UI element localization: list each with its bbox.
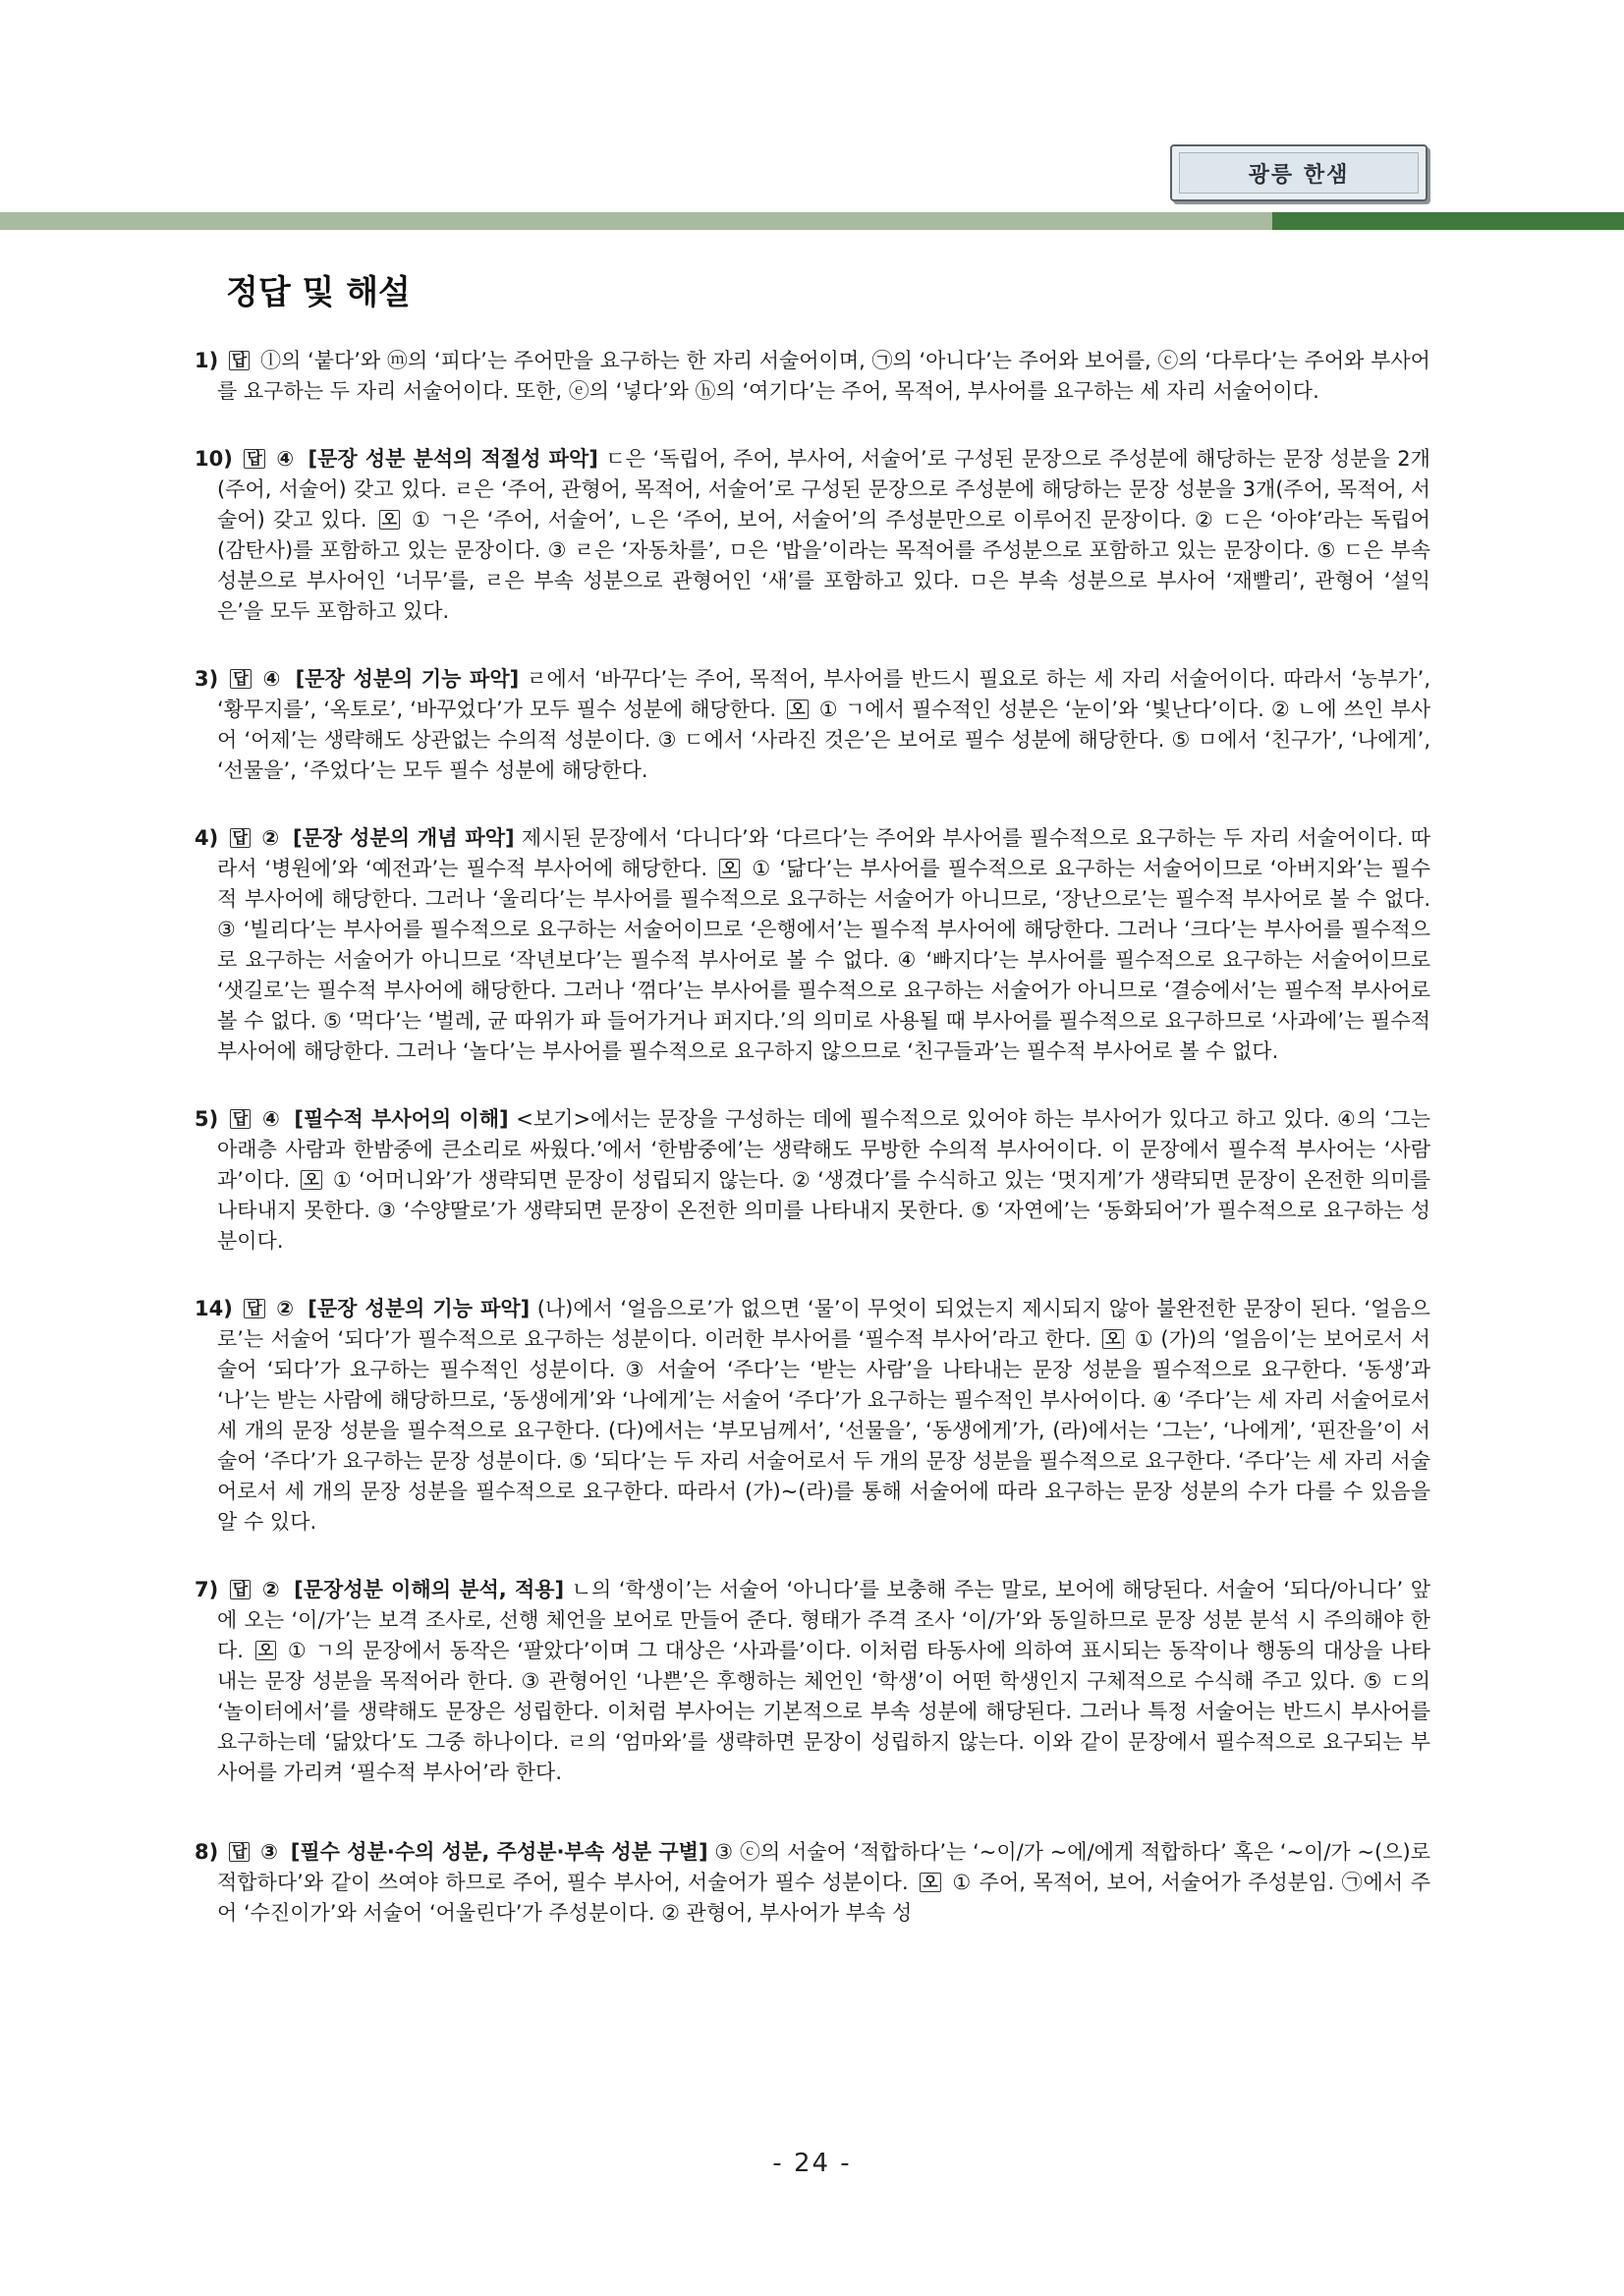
item-number: 7) <box>195 1578 219 1601</box>
answer-item-5 <box>195 1104 1430 1257</box>
answer-item-8 <box>195 1837 1430 1929</box>
item-explanation: ㄷ은 ‘독립어, 주어, 부사어, 서술어’로 구성된 문장으로 주성분에 해당하는 문장 성분을 2개(주어, 서술어) 갖고 있다. ㄹ은 ‘주어, 관형어, 목적어, 서술어’로 구성된 문장으로 주성분에 해당하는 문장 성분을 3개(주어, 목적어, 서술어) 갖고 있다. <box>217 447 1430 532</box>
item-topic: [필수 성분·수의 성분, 주성분·부속 성분 구별] <box>290 1840 708 1864</box>
item-answer: ② <box>261 826 280 850</box>
item-answer: ③ <box>260 1840 278 1864</box>
item-topic: [문장 성분 분석의 적절성 파악] <box>308 447 598 471</box>
item-number: 10) <box>195 447 233 471</box>
section-title: 정답 및 해설 <box>226 273 411 312</box>
wrong-options-mark-icon: 오 <box>920 1873 940 1892</box>
header-badge-label: 광릉 한샘 <box>1179 152 1419 194</box>
answer-item-7 <box>195 1575 1430 1788</box>
item-explanation: (나)에서 ‘얼음으로’가 없으면 ‘물’이 무엇이 되었는지 제시되지 않아 불완전한 문장이 된다. ‘얼음으로’는 서술어 ‘되다’가 필수적으로 요구하는 성분이다. 이러한 부사어를 ‘필수적 부사어’라고 한다. <box>217 1297 1430 1351</box>
item-topic: [문장 성분의 기능 파악] <box>295 667 520 691</box>
item-topic: [문장 성분의 기능 파악] <box>308 1297 531 1320</box>
item-explanation: ⓛ의 ‘붙다’와 ⓜ의 ‘피다’는 주어만을 요구하는 한 자리 서술어이며, ㉠의 ‘아니다’는 주어와 보어를, ⓒ의 ‘다루다’는 주어와 부사어를 요구하는 두 자리 서술어이다. 또한, ⓔ의 ‘넣다’와 ⓗ의 ‘여기다’는 주어, 목적어, 부사어를 요구하는 세 자리 서술어이다. <box>217 349 1430 403</box>
answer-mark-icon: 답 <box>229 351 250 370</box>
item-number: 3) <box>195 667 219 691</box>
answer-item-10 <box>195 444 1430 627</box>
wrong-options-mark-icon: 오 <box>379 510 400 530</box>
answer-mark-icon: 답 <box>244 1299 264 1318</box>
item-other-options: ① ㄱ은 ‘주어, 서술어’, ㄴ은 ‘주어, 보어, 서술어’의 주성분만으로 이루어진 문장이다. ② ㄷ은 ‘아야’라는 독립어(감탄사)를 포함하고 있는 문장이다. ③ ㄹ은 ‘자동차를’, ㅁ은 ‘밥을’이라는 목적어를 주성분으로 포함하고 있는 문장이다. ⑤ ㄷ은 부속 성분으로 부사어인 ‘너무’를, ㄹ은 부속 성분으로 관형어인 ‘새’를 포함하고 있다. ㅁ은 부속 성분으로 부사어 ‘재빨리’, 관형어 ‘설익은’을 모두 포함하고 있다. <box>217 508 1430 623</box>
header-badge <box>1170 144 1428 201</box>
wrong-options-mark-icon: 오 <box>301 1170 321 1190</box>
item-explanation: ③ ⓒ의 서술어 ‘적합하다’는 ‘~이/가 ~에/에게 적합하다’ 혹은 ‘~이/가 ~(으)로 적합하다’와 같이 쓰여야 하므로 주어, 필수 부사어, 서술어가 필수 성분이다. <box>217 1840 1430 1894</box>
item-other-options: ① (가)의 ‘얼음이’는 보어로서 서술어 ‘되다’가 요구하는 필수적인 성분이다. ③ 서술어 ‘주다’는 ‘받는 사람’을 나타내는 문장 성분을 필수적으로 요구한다. ‘동생’과 ‘나’는 받는 사람에 해당하므로, ‘동생에게’와 ‘나에게’는 서술어 ‘주다’가 요구하는 필수적인 부사어이다. ④ ‘주다’는 세 자리 서술어로서 세 개의 문장 성분을 필수적으로 요구한다. (다)에서는 ‘부모님께서’, ‘선물을’, ‘동생에게’가, (라)에서는 ‘그는’, ‘나에게’, ‘핀잔을’이 서술어 ‘주다’가 요구하는 문장 성분이다. ⑤ ‘되다’는 두 자리 서술어로서 두 개의 문장 성분을 필수적으로 요구한다. ‘주다’는 세 자리 서술어로서 세 개의 문장 성분을 필수적으로 요구한다. 따라서 (가)~(라)를 통해 서술어에 따라 요구하는 문장 성분의 수가 다를 수 있음을 알 수 있다. <box>217 1327 1431 1534</box>
item-number: 4) <box>195 826 219 850</box>
item-other-options: ① ㄱ에서 필수적인 성분은 ‘눈이’와 ‘빛난다’이다. ② ㄴ에 쓰인 부사어 ‘어제’는 생략해도 상관없는 수의적 성분이다. ③ ㄷ에서 ‘사라진 것은’은 보어로 필수 성분에 해당한다. ⑤ ㅁ에서 ‘친구가’, ‘나에게’, ‘선물을’, ‘주었다’는 모두 필수 성분에 해당한다. <box>217 698 1430 782</box>
answer-list <box>195 346 1430 1929</box>
answer-mark-icon: 답 <box>244 449 264 469</box>
item-other-options: ① ‘닮다’는 부사어를 필수적으로 요구하는 서술어이므로 ‘아버지와’는 필수적 부사어에 해당한다. 그러나 ‘울리다’는 부사어를 필수적으로 요구하는 서술어가 아니므로, ‘장난으로’는 필수적 부사어로 볼 수 없다. ③ ‘빌리다’는 부사어를 필수적으로 요구하는 서술어이므로 ‘은행에서’는 필수적 부사어에 해당한다. 그러나 ‘크다’는 부사어를 필수적으로 요구하는 서술어가 아니므로 ‘작년보다’는 필수적 부사어로 볼 수 없다. ④ ‘빠지다’는 부사어를 필수적으로 요구하는 서술어이므로 ‘샛길로’는 필수적 부사어에 해당한다. 그러나 ‘꺾다’는 부사어를 필수적으로 요구하는 서술어가 아니므로 ‘결승에서’는 필수적 부사어로 볼 수 없다. ⑤ ‘먹다’는 ‘벌레, 균 따위가 파 들어가거나 퍼지다.’의 의미로 사용될 때 부사어를 필수적으로 요구하므로 ‘사과에’는 필수적 부사어에 해당한다. 그러나 ‘놀다’는 부사어를 필수적으로 요구하지 않으므로 ‘친구들과’는 필수적 부사어로 볼 수 없다. <box>217 857 1430 1063</box>
item-other-options: ① ㄱ의 문장에서 동작은 ‘팔았다’이며 그 대상은 ‘사과를’이다. 이처럼 타동사에 의하여 표시되는 동작이나 행동의 대상을 나타내는 문장 성분을 목적어라 한다. ③ 관형어인 ‘나쁜’은 후행하는 체언인 ‘학생’이 어떤 학생인지 구체적으로 수식해 주고 있다. ⑤ ㄷ의 ‘놀이터에서’를 생략해도 문장은 성립한다. 이처럼 부사어는 기본적으로 부속 성분에 해당된다. 그러나 특정 서술어는 반드시 부사어를 요구하는데 ‘닮았다’도 그중 하나이다. ㄹ의 ‘엄마와’를 생략하면 문장이 성립하지 않는다. 이와 같이 문장에서 필수적으로 요구되는 부사어를 가리켜 ‘필수적 부사어’라 한다. <box>217 1639 1430 1784</box>
answer-item-4 <box>195 823 1430 1067</box>
item-answer: ④ <box>261 1107 281 1131</box>
wrong-options-mark-icon: 오 <box>1102 1329 1123 1349</box>
item-number: 5) <box>195 1107 219 1131</box>
wrong-options-mark-icon: 오 <box>787 700 808 719</box>
answer-mark-icon: 답 <box>229 1842 250 1862</box>
item-topic: [문장 성분의 개념 파악] <box>293 826 515 850</box>
header-rule-dark <box>1272 212 1624 230</box>
answer-mark-icon: 답 <box>230 669 251 689</box>
item-number: 14) <box>195 1297 233 1320</box>
item-topic: [문장성분 이해의 분석, 적용] <box>294 1578 565 1601</box>
answer-item-14 <box>195 1294 1430 1538</box>
answer-item-3 <box>195 664 1430 786</box>
item-answer: ④ <box>276 447 295 471</box>
answer-mark-icon: 답 <box>230 1580 251 1599</box>
item-explanation: <보기>에서는 문장을 구성하는 데에 필수적으로 있어야 하는 부사어가 있다고 하고 있다. ④의 ‘그는 아래층 사람과 한밤중에 큰소리로 싸웠다.’에서 ‘한밤중에’는 생략해도 무방한 수의적 부사어이다. 이 문장에서 필수적 부사어는 ‘사람과’이다. <box>217 1107 1430 1192</box>
item-number: 1) <box>195 349 219 372</box>
item-answer: ② <box>261 1578 281 1601</box>
item-other-options: ① ‘어머니와’가 생략되면 문장이 성립되지 않는다. ② ‘생겼다’를 수식하고 있는 ‘멋지게’가 생략되면 문장이 온전한 의미를 나타내지 못한다. ③ ‘수양딸로’가 생략되면 문장이 온전한 의미를 나타내지 못한다. ⑤ ‘자연에’는 ‘동화되어’가 필수적으로 요구하는 성분이다. <box>217 1168 1430 1253</box>
answer-item-1 <box>195 346 1430 407</box>
answer-mark-icon: 답 <box>230 1109 251 1129</box>
item-other-options: ① 주어, 목적어, 보어, 서술어가 주성분임. ㉠에서 주어 ‘수진이가’와 서술어 ‘어울린다’가 주성분이다. ② 관형어, 부사어가 부속 성 <box>217 1871 1431 1925</box>
item-answer: ④ <box>262 667 282 691</box>
item-explanation: ㄴ의 ‘학생이’는 서술어 ‘아니다’를 보충해 주는 말로, 보어에 해당된다. 서술어 ‘되다/아니다’ 앞에 오는 ‘이/가’는 보격 조사로, 선행 체언을 보어로 만들어 준다. 형태가 주격 조사 ‘이/가’와 동일하므로 문장 성분 분석 시 주의해야 한다. <box>217 1578 1430 1662</box>
page-number: - 24 - <box>772 2149 852 2178</box>
header-rule-light <box>0 212 1272 230</box>
item-explanation: ㄹ에서 ‘바꾸다’는 주어, 목적어, 부사어를 반드시 필요로 하는 세 자리 서술어이다. 따라서 ‘농부가’, ‘황무지를’, ‘옥토로’, ‘바꾸었다’가 모두 필수 성분에 해당한다. <box>217 667 1430 721</box>
wrong-options-mark-icon: 오 <box>255 1641 276 1660</box>
wrong-options-mark-icon: 오 <box>719 859 740 878</box>
item-number: 8) <box>195 1840 219 1864</box>
answer-mark-icon: 답 <box>230 828 251 848</box>
item-topic: [필수적 부사어의 이해] <box>294 1107 509 1131</box>
item-answer: ② <box>276 1297 295 1320</box>
item-explanation: 제시된 문장에서 ‘다니다’와 ‘다르다’는 주어와 부사어를 필수적으로 요구하는 두 자리 서술어이다. 따라서 ‘병원에’와 ‘예전과’는 필수적 부사어에 해당한다. <box>217 826 1431 880</box>
